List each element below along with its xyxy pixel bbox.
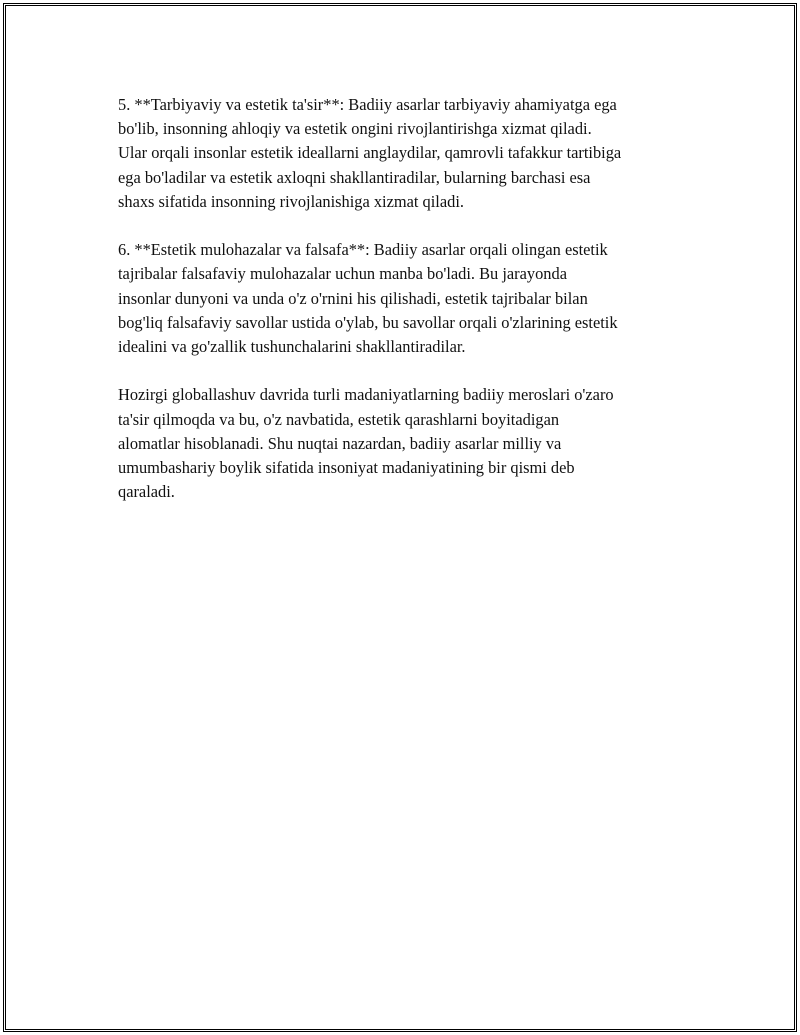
- paragraph-tarbiyaviy-estetik-tasir: 5. **Tarbiyaviy va estetik ta'sir**: Badiiy asarlar tarbiyaviy ahamiyatga ega bo'lib, insonning ahloqiy va estetik ongini rivojlantirishga xizmat qiladi. Ular orqali insonlar estetik ideallarni anglaydilar, qamrovli tafakkur tartibiga ega bo'ladilar va estetik axloqni shakllantiradilar, bularning barchasi esa shaxs sifatida insonning rivojlanishiga xizmat qiladi.: [118, 95, 622, 211]
- paragraph-estetik-mulohazalar: 6. **Estetik mulohazalar va falsafa**: Badiiy asarlar orqali olingan estetik tajribalar falsafaviy mulohazalar uchun manba bo'ladi. Bu jarayonda insonlar dunyoni va unda o'z o'rnini his qilishadi, estetik tajribalar bilan bog'liq falsafaviy savollar ustida o'ylab, bu savollar orqali o'zlarining estetik idealini va go'zallik tushunchalarini shakllantiradilar.: [118, 240, 618, 357]
- paragraph-globallashuv: Hozirgi globallashuv davrida turli madaniyatlarning badiiy meroslari o'zaro ta'sir qilmoqda va bu, o'z navbatida, estetik qarashlarni boyitadigan alomatlar hisoblanadi. Shu nuqtai nazardan, badiiy asarlar milliy va umumbashariy boylik sifatida insoniyat madaniyatining bir qismi deb qaraladi.: [118, 385, 614, 502]
- document-body: [118, 93, 698, 529]
